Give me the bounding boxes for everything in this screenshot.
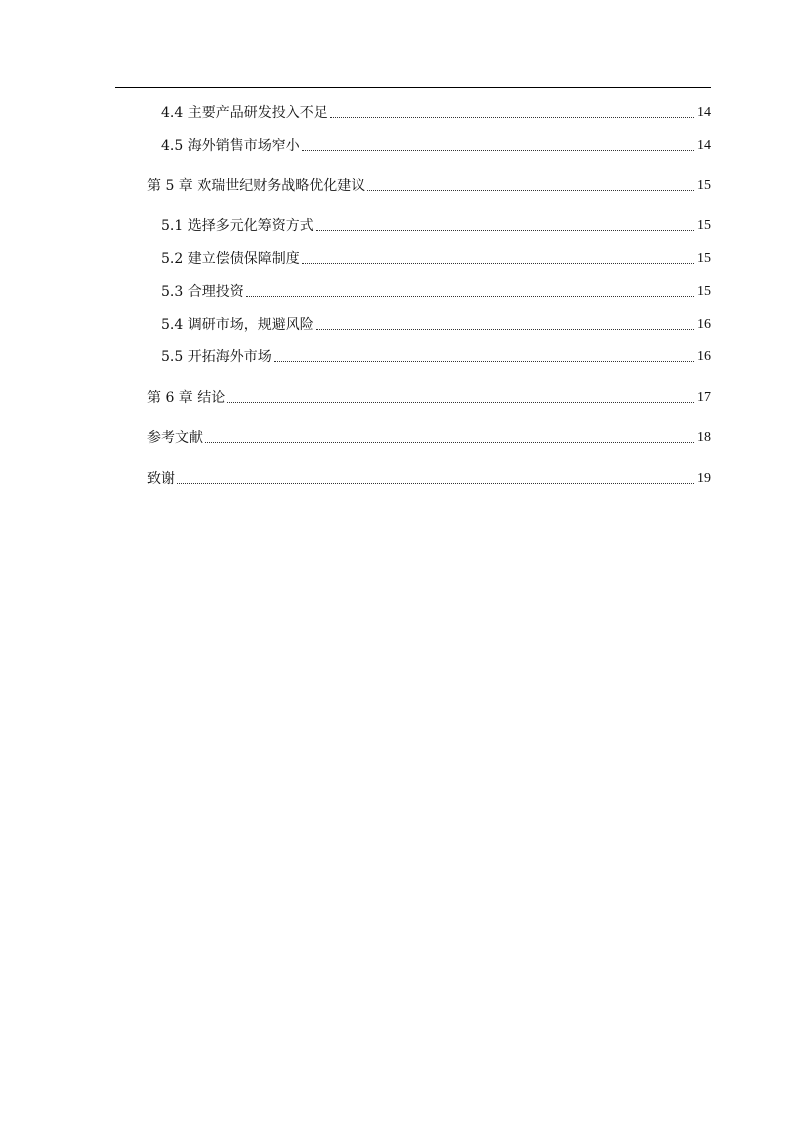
- toc-entry-label: 第 5 章 欢瑞世纪财务战略优化建议: [147, 178, 366, 194]
- toc-leader-dots: [177, 483, 694, 484]
- toc-entry-references[interactable]: [147, 429, 711, 447]
- toc-page-number: 15: [697, 251, 711, 266]
- toc-leader-dots: [274, 361, 694, 362]
- toc-page-number: 17: [697, 390, 711, 405]
- toc-entry-5-2[interactable]: [161, 250, 711, 268]
- toc-page-number: 14: [697, 105, 711, 120]
- toc-leader-dots: [302, 263, 694, 264]
- toc-page-number: 19: [697, 471, 711, 486]
- toc-entry-chapter-5[interactable]: [147, 177, 711, 195]
- toc-leader-dots: [246, 296, 694, 297]
- toc-entry-label: 4.5 海外销售市场窄小: [161, 138, 300, 154]
- toc-entry-5-4[interactable]: [161, 316, 711, 334]
- toc-page-number: 15: [697, 284, 711, 299]
- toc-entry-label: 5.4 调研市场，规避风险: [161, 317, 314, 333]
- toc-entry-chapter-6[interactable]: [147, 389, 711, 407]
- toc-entry-label: 5.1 选择多元化筹资方式: [161, 218, 314, 234]
- toc-page-number: 18: [697, 430, 711, 445]
- toc-page-number: 14: [697, 138, 711, 153]
- toc-entry-5-5[interactable]: [161, 348, 711, 366]
- toc-leader-dots: [302, 150, 694, 151]
- toc-entry-5-3[interactable]: [161, 283, 711, 301]
- toc-leader-dots: [316, 230, 694, 231]
- toc-page-number: 16: [697, 349, 711, 364]
- toc-page-number: 15: [697, 218, 711, 233]
- toc-entry-label: 5.5 开拓海外市场: [161, 349, 272, 365]
- toc-entry-acknowledgements[interactable]: [147, 470, 711, 488]
- toc-entry-label: 5.2 建立偿债保障制度: [161, 251, 300, 267]
- header-rule: [115, 87, 711, 88]
- toc-entry-label: 第 6 章 结论: [147, 390, 226, 406]
- toc-entry-label: 5.3 合理投资: [161, 284, 244, 300]
- toc-leader-dots: [367, 190, 694, 191]
- toc-page-number: 15: [697, 178, 711, 193]
- toc-entry-4-5[interactable]: [161, 137, 711, 155]
- toc-entry-label: 4.4 主要产品研发投入不足: [161, 105, 328, 121]
- toc-page-number: 16: [697, 317, 711, 332]
- toc-leader-dots: [330, 117, 694, 118]
- toc-entry-4-4[interactable]: [161, 104, 711, 122]
- toc-leader-dots: [316, 329, 694, 330]
- toc-entry-label: 致谢: [147, 471, 175, 487]
- toc-entry-5-1[interactable]: [161, 217, 711, 235]
- toc-entry-label: 参考文献: [147, 430, 203, 446]
- toc-leader-dots: [205, 442, 694, 443]
- toc-leader-dots: [227, 402, 694, 403]
